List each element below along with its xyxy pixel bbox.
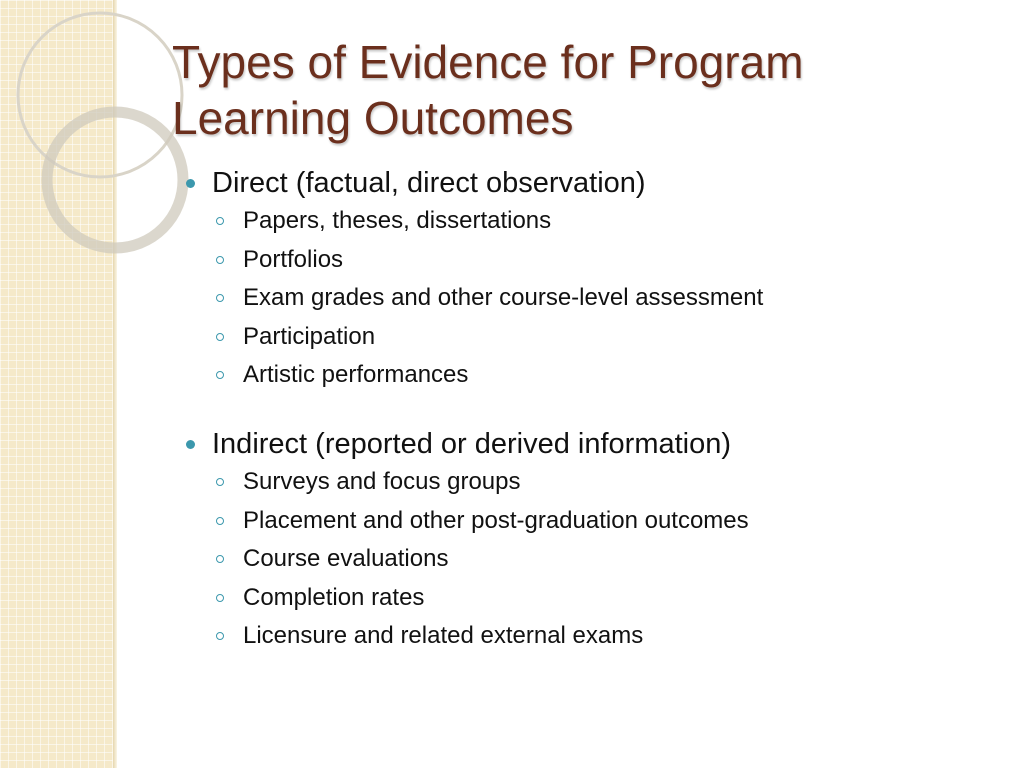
list-item: Completion rates — [186, 579, 1006, 618]
evidence-list — [186, 202, 1006, 395]
slide-body — [186, 164, 1006, 656]
slide-title-line-1: Types of Evidence for Program — [172, 36, 804, 88]
evidence-list — [186, 463, 1006, 656]
list-item: Artistic performances — [186, 356, 1006, 395]
list-item: Licensure and related external exams — [186, 617, 1006, 656]
list-item: Portfolios — [186, 241, 1006, 280]
list-item: Placement and other post-graduation outcomes — [186, 502, 1006, 541]
lower-ring — [47, 112, 183, 248]
list-item: Surveys and focus groups — [186, 463, 1006, 502]
list-item: Course evaluations — [186, 540, 1006, 579]
section-direct — [186, 164, 1006, 395]
slide-title-line-2: Learning Outcomes — [172, 92, 574, 144]
section-indirect — [186, 425, 1006, 656]
list-item: Papers, theses, dissertations — [186, 202, 1006, 241]
upper-ring — [18, 13, 182, 177]
list-item: Participation — [186, 318, 1006, 357]
list-item: Exam grades and other course-level assessment — [186, 279, 1006, 318]
section-heading: Direct (factual, direct observation) — [186, 164, 1006, 202]
slide-title — [172, 34, 992, 146]
decorative-rings — [0, 0, 200, 260]
section-heading: Indirect (reported or derived information) — [186, 425, 1006, 463]
